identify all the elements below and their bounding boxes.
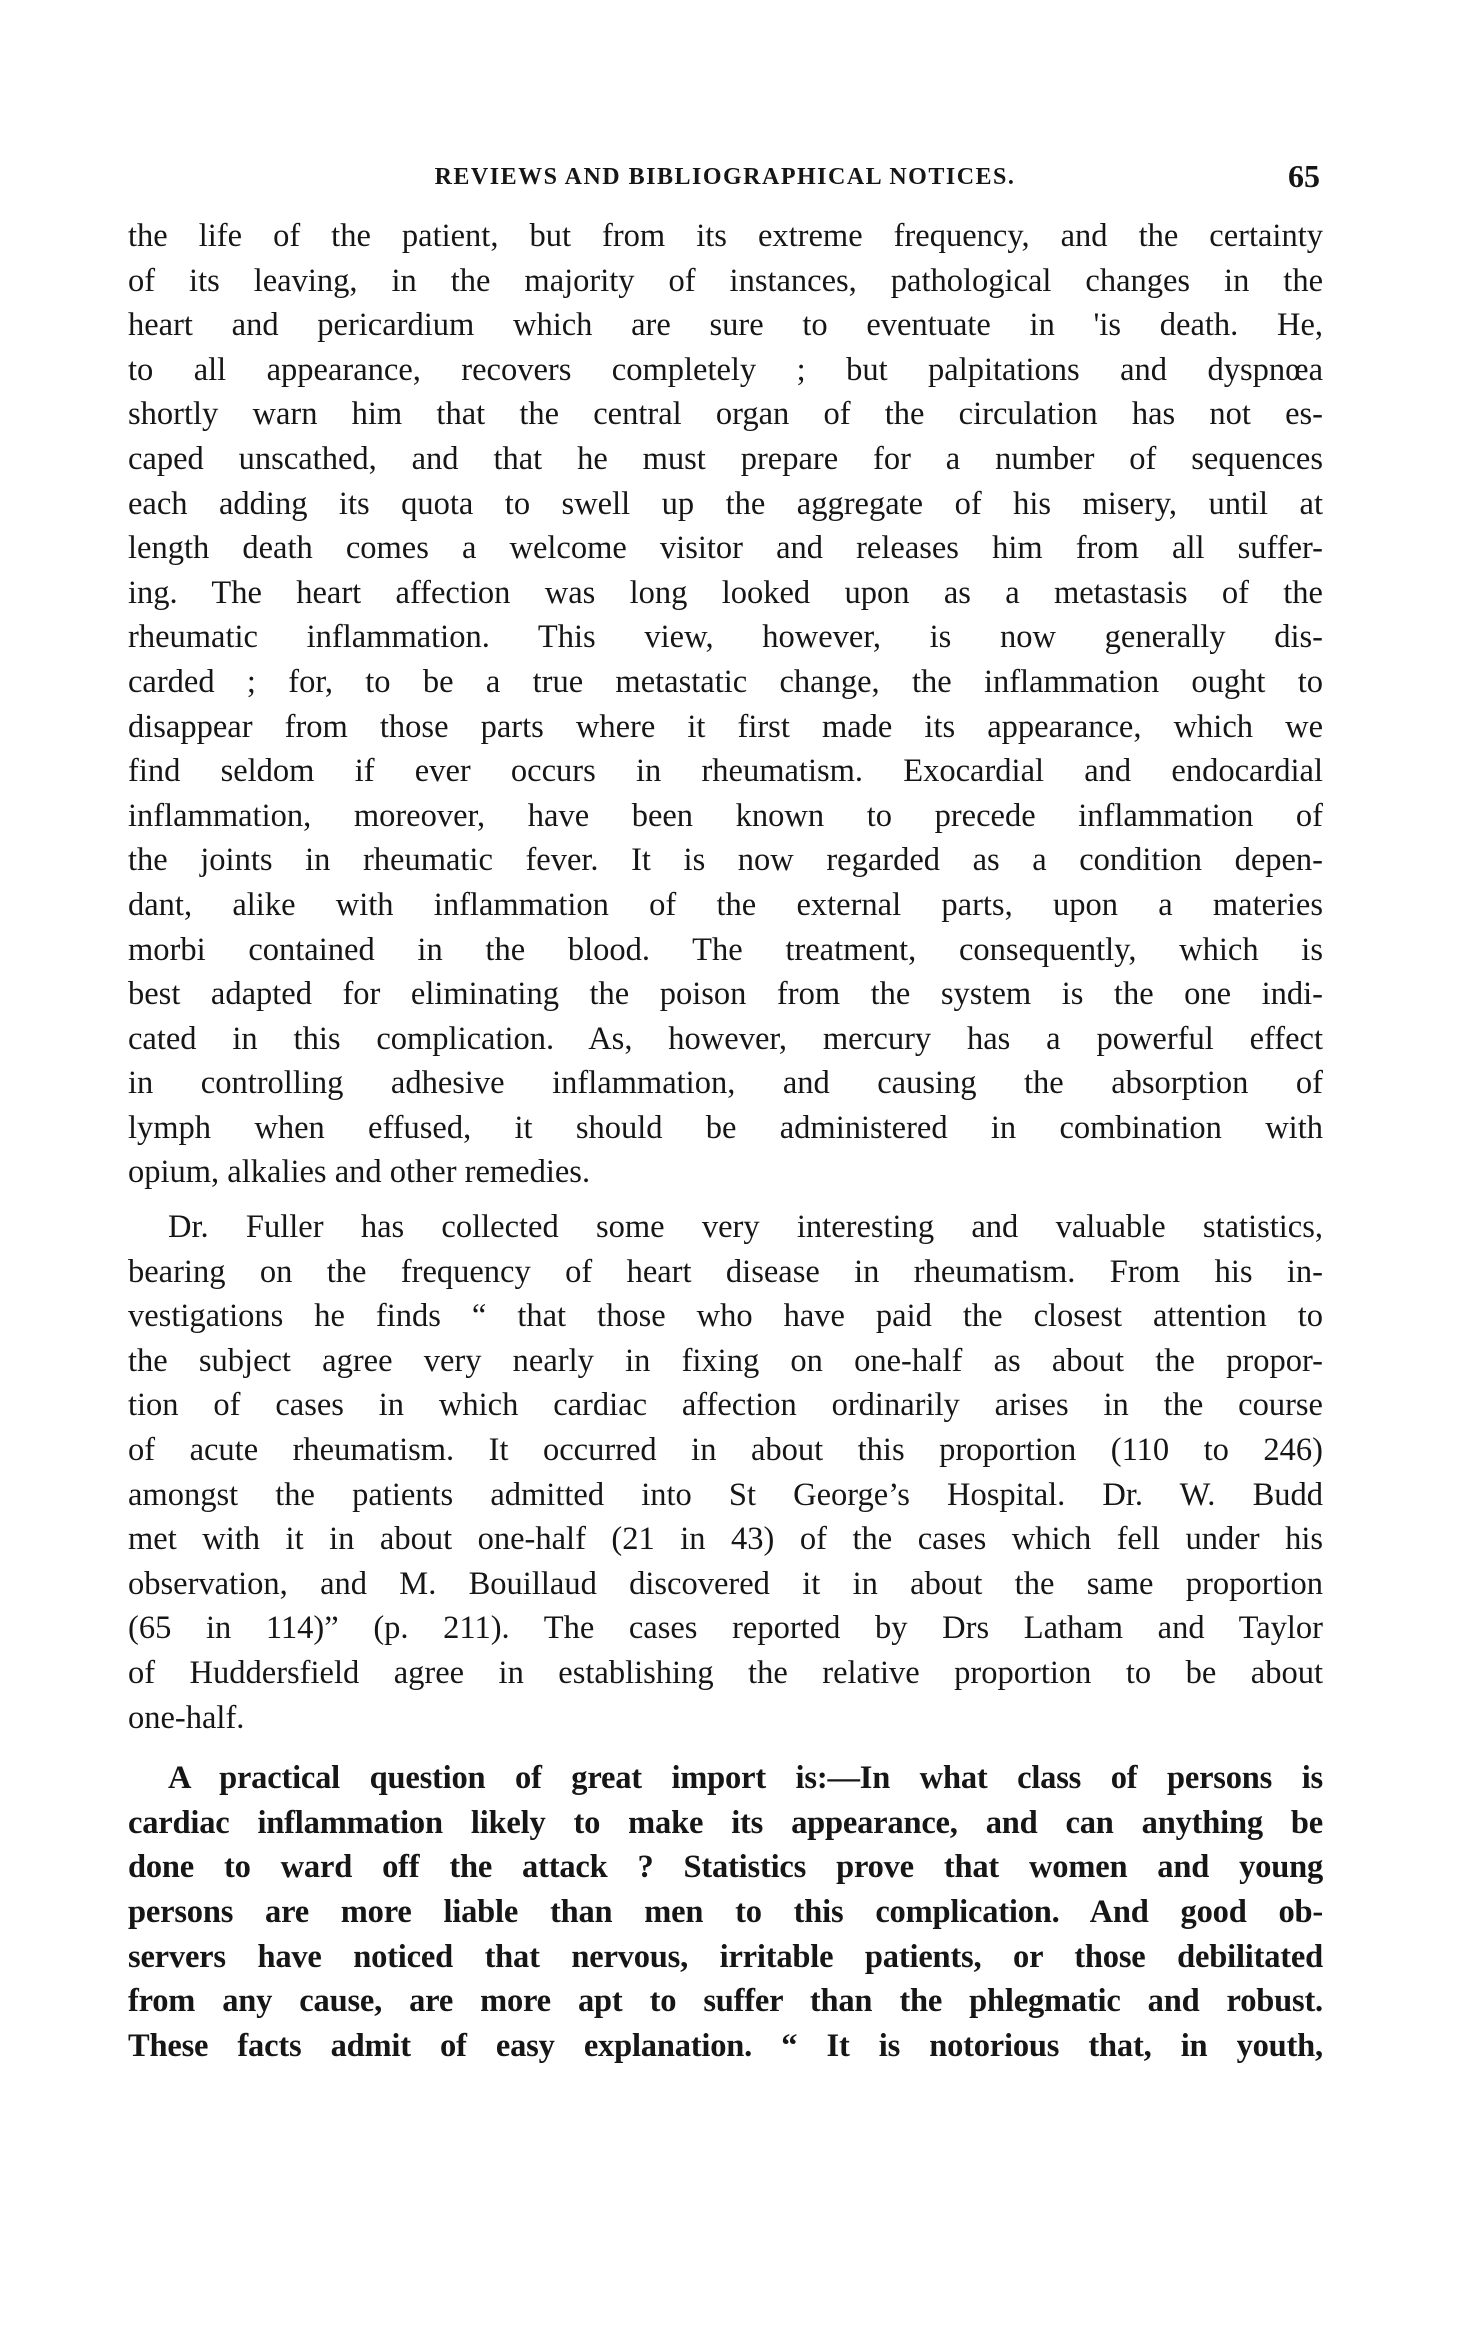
running-title: REVIEWS AND BIBLIOGRAPHICAL NOTICES. bbox=[434, 164, 1016, 190]
text-line: observation, and M. Bouillaud discovered it in about the same proportion bbox=[128, 1565, 1323, 1602]
text-line: servers have noticed that nervous, irritable patients, or those debilitated bbox=[128, 1938, 1323, 1975]
text-line: cated in this complication. As, however, mercury has a powerful effect bbox=[128, 1020, 1323, 1057]
paragraph-1 bbox=[128, 214, 1323, 1195]
text-line: in controlling adhesive inflammation, and causing the absorption of bbox=[128, 1065, 1323, 1102]
text-line: each adding its quota to swell up the aggregate of his misery, until at bbox=[128, 485, 1323, 522]
running-head bbox=[130, 158, 1320, 198]
text-line: carded ; for, to be a true metastatic change, the inflammation ought to bbox=[128, 663, 1323, 700]
text-line: shortly warn him that the central organ of the circulation has not es- bbox=[128, 396, 1323, 433]
text-line: the life of the patient, but from its extreme frequency, and the certainty bbox=[128, 218, 1323, 254]
paragraph-3 bbox=[128, 1756, 1323, 2068]
text-line: length death comes a welcome visitor and releases him from all suffer- bbox=[128, 530, 1323, 567]
text-line: the joints in rheumatic fever. It is now regarded as a condition depen- bbox=[128, 842, 1323, 879]
text-line: rheumatic inflammation. This view, however, is now generally dis- bbox=[128, 619, 1323, 656]
text-line: from any cause, are more apt to suffer than the phlegmatic and robust. bbox=[128, 1983, 1323, 2020]
text-line: A practical question of great import is:—In what class of persons is bbox=[168, 1760, 1323, 1797]
text-line: vestigations he finds “ that those who have paid the closest attention to bbox=[128, 1298, 1323, 1335]
text-line: of Huddersfield agree in establishing the relative proportion to be about bbox=[128, 1655, 1323, 1691]
text-line: of its leaving, in the majority of instances, pathological changes in the bbox=[128, 262, 1323, 299]
body-text bbox=[128, 214, 1323, 2068]
text-line: (65 in 114)” (p. 211). The cases reported by Drs Latham and Taylor bbox=[128, 1610, 1323, 1647]
text-line: one-half. bbox=[128, 1699, 245, 1736]
text-line: cardiac inflammation likely to make its appearance, and can anything be bbox=[128, 1804, 1323, 1841]
text-line: tion of cases in which cardiac affection ordinarily arises in the course bbox=[128, 1387, 1323, 1424]
text-line: lymph when effused, it should be administered in combination with bbox=[128, 1109, 1323, 1146]
text-line: heart and pericardium which are sure to eventuate in 'is death. He, bbox=[128, 307, 1323, 344]
text-line: amongst the patients admitted into St George’s Hospital. Dr. W. Budd bbox=[128, 1476, 1323, 1513]
text-line: bearing on the frequency of heart disease in rheumatism. From his in- bbox=[128, 1253, 1323, 1290]
text-line: ing. The heart affection was long looked upon as a metastasis of the bbox=[128, 574, 1323, 611]
text-line: met with it in about one-half (21 in 43) of the cases which fell under his bbox=[128, 1521, 1323, 1558]
page-number: 65 bbox=[1288, 158, 1320, 194]
text-line: opium, alkalies and other remedies. bbox=[128, 1154, 591, 1191]
text-line: These facts admit of easy explanation. “ It is notorious that, in youth, bbox=[128, 2027, 1323, 2064]
text-line: Dr. Fuller has collected some very interesting and valuable statistics, bbox=[168, 1209, 1323, 1246]
text-line: morbi contained in the blood. The treatment, consequently, which is bbox=[128, 931, 1323, 968]
text-line: best adapted for eliminating the poison from the system is the one indi- bbox=[128, 976, 1323, 1013]
text-line: dant, alike with inflammation of the external parts, upon a materies bbox=[128, 886, 1323, 923]
text-line: find seldom if ever occurs in rheumatism. Exocardial and endocardial bbox=[128, 753, 1323, 790]
text-line: persons are more liable than men to this complication. And good ob- bbox=[128, 1893, 1323, 1930]
text-line: disappear from those parts where it first made its appearance, which we bbox=[128, 708, 1323, 745]
text-line: the subject agree very nearly in fixing on one-half as about the propor- bbox=[128, 1342, 1323, 1379]
text-line: done to ward off the attack ? Statistics prove that women and young bbox=[128, 1849, 1323, 1886]
text-line: caped unscathed, and that he must prepare for a number of sequences bbox=[128, 440, 1323, 477]
text-line: inflammation, moreover, have been known to precede inflammation of bbox=[128, 797, 1323, 834]
text-line: to all appearance, recovers completely ; but palpitations and dyspnœa bbox=[128, 351, 1323, 388]
text-line: of acute rheumatism. It occurred in about this proportion (110 to 246) bbox=[128, 1432, 1323, 1469]
paragraph-2 bbox=[128, 1205, 1323, 1740]
